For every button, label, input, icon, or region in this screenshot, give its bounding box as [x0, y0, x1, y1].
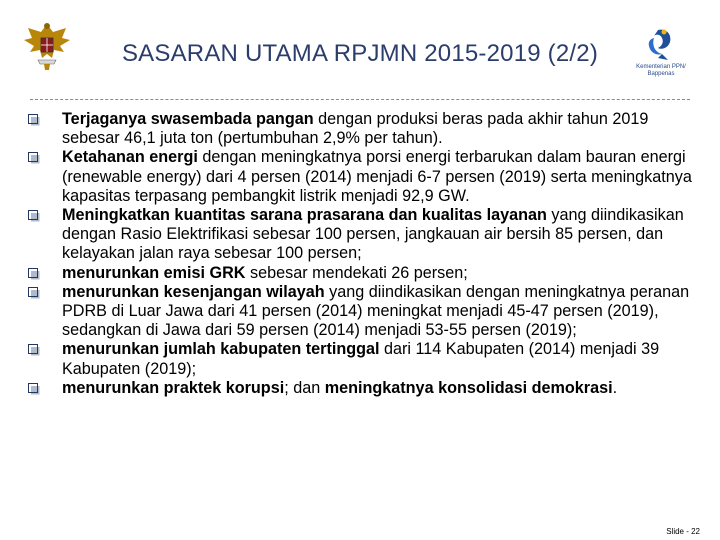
checkbox-bullet-icon — [28, 287, 40, 299]
item-bold-text: menurunkan jumlah kabupaten tertinggal — [62, 340, 380, 359]
list-item — [28, 340, 700, 378]
item-bold-text: menurunkan kesenjangan wilayah — [62, 282, 325, 301]
item-text: ; dan — [284, 378, 325, 397]
checkbox-bullet-icon — [28, 344, 40, 356]
checkbox-bullet-icon — [28, 210, 40, 222]
item-bold-text: Meningkatkan kuantitas sarana prasarana dan kualitas layanan — [62, 206, 547, 225]
item-text: yang diindikasikan dengan meningkatnya peranan PDRB di Luar Jawa dari 41 persen (2014) meningkat menjadi 45-47 persen (2019), sedangkan di Jawa dari 59 persen (2014) menjadi 53-55 persen (2019); — [62, 282, 690, 340]
list-item — [28, 264, 700, 283]
logo-text-line1: Kementerian PPN/ — [636, 64, 686, 70]
bappenas-logo-icon — [628, 26, 694, 82]
item-bold-text: Terjaganya swasembada pangan — [62, 110, 314, 128]
item-text: dengan produksi beras pada akhir tahun 2019 sebesar 46,1 juta ton (pertumbuhan 2,9% per tahun). — [62, 110, 649, 148]
header-divider — [30, 99, 690, 100]
item-text: dengan meningkatnya porsi energi terbarukan dalam bauran energi (renewable energy) dari 4 persen (2014) menjadi 6-7 persen (2019) serta meningkatnya kapasitas terpasang pembangkit listrik menjadi 92,9 GW. — [62, 148, 692, 205]
list-item — [28, 379, 700, 398]
list-item — [28, 148, 700, 206]
item-bold-text: menurunkan emisi GRK — [62, 263, 246, 282]
checkbox-bullet-icon — [28, 114, 40, 126]
list-item — [28, 283, 700, 341]
item-text: sebesar mendekati 26 persen; — [245, 263, 468, 282]
logo-text-line2: Bappenas — [647, 71, 675, 77]
item-bold-text: meningkatnya konsolidasi demokrasi — [324, 378, 613, 397]
slide-header — [0, 0, 720, 100]
item-text: . — [612, 378, 618, 397]
list-item — [28, 206, 700, 264]
logo-text — [628, 64, 694, 78]
checkbox-bullet-icon — [28, 383, 40, 395]
item-bold-text: Ketahanan energi — [62, 148, 198, 167]
slide-number: Slide - 22 — [666, 527, 700, 536]
page-title: SASARAN UTAMA RPJMN 2015-2019 (2/2) — [121, 40, 599, 67]
list-item — [28, 110, 700, 148]
checkbox-bullet-icon — [28, 152, 40, 164]
item-text: dari 114 Kabupaten (2014) menjadi 39 Kabupaten (2019); — [62, 340, 660, 378]
item-bold-text: menurunkan praktek korupsi — [62, 378, 285, 397]
item-text: yang diindikasikan dengan Rasio Elektrifikasi sebesar 100 persen, jangkauan air bersih 85 persen, dan kelayakan jalan raya sebesar 100 persen; — [62, 206, 684, 263]
bullet-list — [28, 110, 700, 398]
checkbox-bullet-icon — [28, 268, 40, 280]
